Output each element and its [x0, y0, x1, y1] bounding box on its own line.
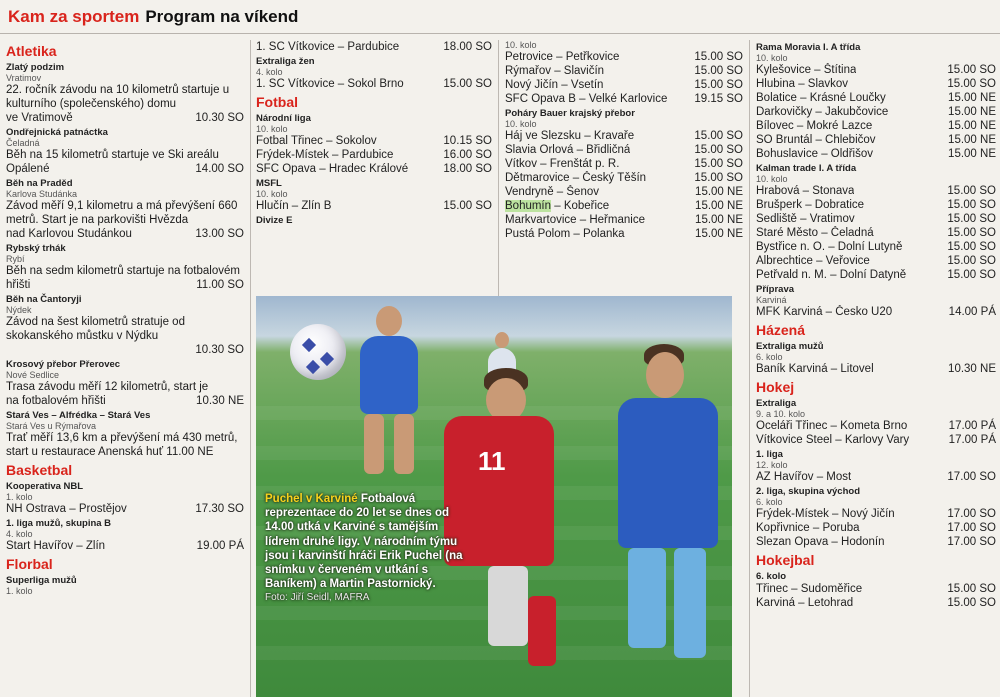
competition-detail: 1. kolo [6, 586, 33, 596]
fixture-time: 15.00 SO [947, 227, 996, 239]
fixture-time: 14.00 SO [195, 163, 244, 175]
fixture-row [756, 419, 996, 433]
competition-detail: Karlova Studánka [6, 189, 78, 199]
fixture-row [505, 227, 743, 241]
fixture-row [256, 199, 492, 213]
fixture-time: 15.00 NE [948, 106, 996, 118]
fixture-teams: Hrabová – Stonava [756, 185, 855, 197]
fixture-teams: Vítkovice Steel – Karlovy Vary [756, 434, 910, 446]
fixture-time: 15.00 SO [443, 78, 492, 90]
fixture-row [6, 343, 244, 357]
fixture-teams: Frýdek-Místek – Nový Jičín [756, 508, 895, 520]
fixture-teams: SFC Opava B – Velké Karlovice [505, 93, 668, 105]
competition-detail: Karviná [756, 295, 787, 305]
competition-name: Superliga mužů [6, 575, 77, 586]
fixture-row [505, 143, 743, 157]
competition-detail: Vratimov [6, 73, 42, 83]
fixture-row [505, 78, 743, 92]
fixture-teams: Karviná – Letohrad [756, 597, 854, 609]
fixture-time: 10.15 SO [443, 135, 492, 147]
fixture-row [505, 157, 743, 171]
fixture-row [756, 212, 996, 226]
fixture-time: 15.00 SO [947, 583, 996, 595]
fixture-row [505, 199, 743, 213]
fixture-teams: Oceláři Třinec – Kometa Brno [756, 420, 908, 432]
fixture-time: 19.15 SO [694, 93, 743, 105]
fixture-row [756, 305, 996, 319]
competition-name: Národní liga [256, 113, 311, 124]
fixture-teams: Třinec – Sudoměřice [756, 583, 863, 595]
section-heading: Hokej [756, 379, 795, 395]
fixture-row [756, 105, 996, 119]
fixture-time: 16.00 SO [443, 149, 492, 161]
fixture-row [756, 63, 996, 77]
fixture-teams: Brušperk – Dobratice [756, 199, 865, 211]
fixture-time: 15.00 SO [694, 51, 743, 63]
fixture-teams: MFK Karviná – Česko U20 [756, 306, 893, 318]
fixture-row [505, 92, 743, 106]
fixture-row [756, 596, 996, 610]
competition-detail: Čeladná [6, 138, 40, 148]
fixture-teams: Pustá Polom – Polanka [505, 228, 625, 240]
fixture-row [256, 40, 492, 54]
fixture-teams: Nový Jičín – Vsetín [505, 79, 604, 91]
fixture-teams: Vítkov – Frenštát p. R. [505, 158, 620, 170]
fixture-time: 17.30 SO [195, 503, 244, 515]
fixture-teams: nad Karlovou Studánkou [6, 228, 132, 240]
event-description: Běh na sedm kilometrů startuje na fotbalovém [6, 265, 240, 277]
fixture-teams: SFC Opava – Hradec Králové [256, 163, 409, 175]
masthead-title: Program na víkend [145, 6, 299, 26]
fixture-teams: ve Vratimově [6, 112, 73, 124]
football-image [290, 324, 346, 380]
competition-name: Poháry Bauer krajský přebor [505, 108, 635, 119]
caption-kicker: Puchel v Karviné [265, 493, 358, 505]
fixture-teams: Petřvald n. M. – Dolní Datyně [756, 269, 907, 281]
fixture-row [505, 64, 743, 78]
competition-detail: 9. a 10. kolo [756, 409, 806, 419]
section-heading: Florbal [6, 556, 53, 572]
fixture-row [756, 268, 996, 282]
column-a-trida-hazena-hokej [756, 40, 996, 610]
column-athletics-basketball [6, 40, 244, 596]
section-heading: Házená [756, 322, 806, 338]
fixture-row [256, 162, 492, 176]
fixture-time: 15.00 NE [948, 120, 996, 132]
event-description: Trasa závodu měří 12 kilometrů, start je [6, 381, 209, 393]
fixture-row [756, 184, 996, 198]
competition-name: Extraliga mužů [756, 341, 824, 352]
competition-name: Divize E [256, 215, 293, 226]
fixture-teams: Sedliště – Vratimov [756, 213, 855, 225]
column-divider [250, 40, 251, 697]
fixture-teams: Hlubina – Slavkov [756, 78, 849, 90]
fixture-time: 15.00 NE [695, 228, 743, 240]
fixture-time: 15.00 SO [443, 200, 492, 212]
section-heading: Basketbal [6, 462, 73, 478]
fixture-teams: Darkovičky – Jakubčovice [756, 106, 889, 118]
fixture-time: 15.00 SO [694, 158, 743, 170]
fixture-teams: Markvartovice – Heřmanice [505, 214, 645, 226]
fixture-teams: Albrechtice – Veřovice [756, 255, 870, 267]
competition-name: 1. liga [756, 449, 783, 460]
fixture-time: 15.00 NE [695, 214, 743, 226]
competition-name: Rybský trhák [6, 243, 66, 254]
fixture-row [756, 91, 996, 105]
fixture-teams: Bystřice n. O. – Dolní Lutyně [756, 241, 903, 253]
fixture-teams: Bolatice – Krásné Loučky [756, 92, 886, 104]
fixture-time: 15.00 SO [694, 130, 743, 142]
fixture-time: 15.00 NE [948, 92, 996, 104]
fixture-teams: Bohuslavice – Oldřišov [756, 148, 873, 160]
fixture-row [756, 507, 996, 521]
fixture-teams: na fotbalovém hřišti [6, 395, 106, 407]
fixture-row [6, 111, 244, 125]
section-heading: Fotbal [256, 94, 298, 110]
fixture-time: 15.00 SO [947, 64, 996, 76]
fixture-teams: Dětmarovice – Český Těšín [505, 172, 647, 184]
event-description: Závod měří 9,1 kilometru a má převýšení 660 metrů. Start je na parkovišti Hvězda [6, 200, 238, 226]
fixture-time: 15.00 NE [948, 134, 996, 146]
competition-name: Extraliga žen [256, 56, 315, 67]
fixture-time: 17.00 PÁ [948, 420, 996, 432]
competition-name: Kooperativa NBL [6, 481, 84, 492]
fixture-time: 15.00 SO [694, 172, 743, 184]
fixture-time: 10.30 NE [196, 395, 244, 407]
fixture-teams: Kylešovice – Štítina [756, 64, 857, 76]
fixture-row [756, 521, 996, 535]
competition-name: Stará Ves – Alfrédka – Stará Ves [6, 410, 151, 421]
fixture-teams: Slavia Orlová – Břidličná [505, 144, 631, 156]
fixture-time: 17.00 SO [947, 522, 996, 534]
fixture-row [505, 213, 743, 227]
fixture-row [6, 539, 244, 553]
column-divize-krajsky-prebor [505, 40, 743, 241]
fixture-row [756, 226, 996, 240]
competition-name: 2. liga, skupina východ [756, 486, 861, 497]
masthead [0, 0, 1000, 34]
fixture-time: 15.00 NE [695, 200, 743, 212]
competition-name: Ondřejnická patnáctka [6, 127, 108, 138]
competition-name: Krosový přebor Přerovec [6, 359, 121, 370]
fixture-row [505, 185, 743, 199]
fixture-time: 11.00 SO [196, 279, 244, 291]
fixture-teams: Rýmařov – Slavičín [505, 65, 605, 77]
fixture-row [6, 162, 244, 176]
fixture-time: 15.00 SO [947, 241, 996, 253]
fixture-teams: 1. SC Vítkovice – Pardubice [256, 41, 400, 53]
fixture-teams: Háj ve Slezsku – Kravaře [505, 130, 635, 142]
fixture-row [256, 148, 492, 162]
competition-detail: Stará Ves u Rýmařova [6, 421, 97, 431]
competition-detail: 4. kolo [6, 529, 33, 539]
fixture-row [756, 133, 996, 147]
fixture-row [756, 119, 996, 133]
fixture-time: 15.00 SO [947, 269, 996, 281]
fixture-row [756, 470, 996, 484]
photo-credit: Foto: Jiří Seidl, MAFRA [265, 592, 370, 604]
fixture-time: 15.00 SO [947, 255, 996, 267]
competition-name: Extraliga [756, 398, 797, 409]
fixture-teams: Kopřivnice – Poruba [756, 522, 860, 534]
fixture-time: 15.00 SO [694, 144, 743, 156]
event-description: 22. ročník závodu na 10 kilometrů startuje u kulturního (společenského) domu [6, 84, 230, 110]
fixture-time: 15.00 NE [695, 186, 743, 198]
fixture-teams: hřišti [6, 279, 31, 291]
competition-detail: 10. kolo [756, 174, 788, 184]
competition-detail: Nové Sedlice [6, 370, 60, 380]
fixture-teams: Vendryně – Šenov [505, 186, 599, 198]
competition-name: 6. kolo [756, 571, 787, 582]
competition-detail: 10. kolo [256, 189, 288, 199]
fixture-teams: Baník Karviná – Litovel [756, 363, 874, 375]
fixture-row [505, 171, 743, 185]
fixture-teams: 1. SC Vítkovice – Sokol Brno [256, 78, 404, 90]
event-description: Závod na šest kilometrů stratuje od skokanského můstku v Nýdku [6, 316, 185, 342]
fixture-row [505, 129, 743, 143]
fixture-time: 10.30 SO [195, 112, 244, 124]
fixture-row [756, 254, 996, 268]
fixture-row [6, 227, 244, 241]
fixture-row [756, 198, 996, 212]
section-heading: Hokejbal [756, 552, 815, 568]
competition-name: Příprava [756, 284, 795, 295]
competition-name: Běh na Čantoryji [6, 294, 82, 305]
fixture-time: 15.00 SO [947, 199, 996, 211]
competition-detail: 10. kolo [256, 124, 288, 134]
fixture-row [256, 77, 492, 91]
competition-detail: 6. kolo [756, 352, 783, 362]
fixture-row [756, 362, 996, 376]
fixture-time: 17.00 SO [947, 508, 996, 520]
fixture-time: 10.30 SO [195, 344, 244, 356]
competition-name: Zlatý podzim [6, 62, 65, 73]
fixture-time: 17.00 SO [947, 471, 996, 483]
competition-name: MSFL [256, 178, 282, 189]
fixture-teams: Bohumín – Kobeřice [505, 200, 610, 212]
competition-detail: 4. kolo [256, 67, 283, 77]
competition-name: Běh na Praděd [6, 178, 73, 189]
fixture-time: 19.00 PÁ [196, 540, 244, 552]
fixture-row [756, 582, 996, 596]
fixture-time: 15.00 SO [947, 597, 996, 609]
fixture-time: 17.00 SO [947, 536, 996, 548]
fixture-row [6, 278, 244, 292]
fixture-row [256, 134, 492, 148]
fixture-time: 17.00 PÁ [948, 434, 996, 446]
column-divider [749, 40, 750, 697]
fixture-row [756, 77, 996, 91]
fixture-teams: AZ Havířov – Most [756, 471, 852, 483]
fixture-time: 15.00 SO [694, 65, 743, 77]
masthead-section: Kam za sportem [8, 6, 140, 26]
fixture-row [756, 433, 996, 447]
fixture-time: 15.00 SO [947, 185, 996, 197]
fixture-teams: Fotbal Třinec – Sokolov [256, 135, 377, 147]
fixture-row [6, 502, 244, 516]
fixture-time: 15.00 SO [694, 79, 743, 91]
competition-name: 1. liga mužů, skupina B [6, 518, 112, 529]
fixture-row [756, 240, 996, 254]
fixture-teams: Start Havířov – Zlín [6, 540, 106, 552]
fixture-teams: Staré Město – Čeladná [756, 227, 874, 239]
competition-detail: Rybí [6, 254, 25, 264]
match-photo [256, 296, 732, 697]
fixture-teams: Opálené [6, 163, 50, 175]
caption-body: Fotbalová reprezentace do 20 let se dnes od 14.00 utká v Karviné s tamějším lídrem druhé ligy. V národním týmu jsou i karvinští hráči Erik Puchel (na snímku v červeném v utkání s Baníkem) a Martin Pastornický. [265, 493, 463, 591]
fixture-teams: NH Ostrava – Prostějov [6, 503, 127, 515]
competition-detail: 1. kolo [6, 492, 33, 502]
fixture-time: 13.00 SO [195, 228, 244, 240]
fixture-row [756, 535, 996, 549]
fixture-time: 15.00 NE [948, 148, 996, 160]
fixture-time: 15.00 SO [947, 213, 996, 225]
fixture-row [6, 394, 244, 408]
fixture-row [505, 50, 743, 64]
fixture-teams: Hlučín – Zlín B [256, 200, 332, 212]
fixture-time: 14.00 PÁ [948, 306, 996, 318]
competition-detail: 12. kolo [756, 460, 788, 470]
competition-detail: 10. kolo [505, 40, 537, 50]
fixture-teams: Frýdek-Místek – Pardubice [256, 149, 394, 161]
competition-name: Rama Moravia I. A třída [756, 42, 861, 53]
fixture-row [756, 147, 996, 161]
event-description: Trať měří 13,6 km a převýšení má 430 metrů, start u restaurace Anenská huť 11.00 NE [6, 432, 238, 458]
fixture-time: 18.00 SO [443, 163, 492, 175]
shirt-number: 11 [478, 446, 506, 476]
competition-name: Kalman trade I. A třída [756, 163, 857, 174]
fixture-time: 18.00 SO [443, 41, 492, 53]
fixture-teams: Petrovice – Petřkovice [505, 51, 620, 63]
competition-detail: 10. kolo [505, 119, 537, 129]
fixture-teams: Bílovec – Mokré Lazce [756, 120, 873, 132]
section-heading: Atletika [6, 43, 57, 59]
photo-caption [265, 492, 475, 606]
fixture-time: 15.00 SO [947, 78, 996, 90]
event-description: Běh na 15 kilometrů startuje ve Ski areálu [6, 149, 219, 161]
competition-detail: 10. kolo [756, 53, 788, 63]
competition-detail: 6. kolo [756, 497, 783, 507]
fixture-teams: Slezan Opava – Hodonín [756, 536, 885, 548]
fixture-teams: SO Bruntál – Chlebičov [756, 134, 876, 146]
competition-detail: Nýdek [6, 305, 32, 315]
column-florbal-fotbal [256, 40, 492, 226]
fixture-time: 10.30 NE [948, 363, 996, 375]
